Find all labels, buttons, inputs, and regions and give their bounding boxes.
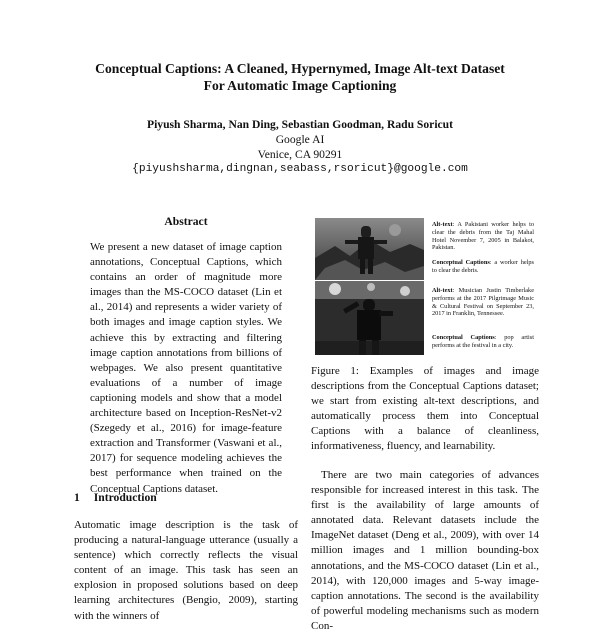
figure-alt-text-2	[432, 287, 534, 318]
abstract-text: We present a new dataset of image caption annotations, Conceptual Captions, which contains an order of magnitude more images than the MS-COCO dataset (Lin et al., 2014) and represents a wider variety of both images and image caption styles. We achieve this by extracting and filtering image caption annotations from billions of webpages. We also present quantitative evaluations of a number of image captioning models and show that a model architecture based on Inception-ResNet-v2 (Szegedy et al., 2016) for image-feature extraction and Transformer (Vaswani et al., 2017) for sequence modeling achieves the best performance when trained on the Conceptual Captions dataset.	[90, 241, 282, 495]
conceptual-caption-label: Conceptual Captions	[432, 259, 490, 266]
figure-caption: Figure 1: Examples of images and image descriptions from the Conceptual Captions dataset; we start from existing alt-text descriptions, and automatically process them into Conceptual Captions with a balance of cleanliness, informativeness, fluency, and learnability.	[311, 365, 539, 453]
author-names: Piyush Sharma, Nan Ding, Sebastian Goodman, Radu Soricut	[146, 118, 453, 131]
paper-title-line-2: For Automatic Image Captioning	[203, 78, 397, 93]
abstract-heading: Abstract	[164, 215, 208, 228]
musician-photo-image	[315, 281, 424, 355]
figure-conceptual-caption-2	[432, 334, 534, 350]
right-column-text: There are two main categories of advances responsible for increased interest in this task. The first is the availability of large amounts of annotated data. Relevant datasets include the ImageNet dataset (Deng et al., 2009), with over 14 million images and 1 million bounding-box annotations, and the MS-COCO dataset (Lin et al., 2014), with 120,000 images and 5-way image-caption annotations. The second is the availability of powerful modeling mechanisms such as modern Con-	[311, 469, 539, 632]
worker-photo-image	[315, 218, 424, 280]
affiliation: Google AI	[275, 133, 325, 146]
figure-photo-musician	[315, 281, 424, 355]
author-block	[40, 117, 560, 177]
figure-conceptual-caption-1	[432, 259, 534, 275]
introduction-heading	[74, 491, 157, 504]
alt-text-label: Alt-text	[432, 221, 453, 228]
section-number: 1	[74, 491, 80, 504]
author-emails: {piyushsharma,dingnan,seabass,rsoricut}@google.com	[132, 163, 468, 175]
introduction-text: Automatic image description is the task of producing a natural-language utterance (usually a sentence) which correctly reflects the visual content of an image. This task has seen an explosion in proposed solutions based on deep learning architectures (Bengio, 2009), starting with the winners of	[74, 519, 298, 622]
conceptual-caption-value: : pop artist performs at the festival in a city.	[432, 334, 535, 349]
alt-text-value: : A Pakistani worker helps to clear the debris from the Taj Mahal Hotel November 7, 2005 in Balakot, Pakistan.	[432, 221, 534, 252]
paper-title	[40, 60, 560, 94]
conceptual-caption-value: : a worker helps to clear the debris.	[432, 259, 534, 274]
figure-alt-text-1	[432, 221, 534, 252]
alt-text-value: : Musician Justin Timberlake performs at the 2017 Pilgrimage Music & Cultural Festival on September 23, 2017 in Franklin, Tennessee.	[432, 287, 534, 318]
alt-text-label: Alt-text	[432, 287, 453, 294]
paper-title-line-1: Conceptual Captions: A Cleaned, Hypernymed, Image Alt-text Dataset	[95, 61, 505, 76]
location: Venice, CA 90291	[257, 148, 343, 161]
conceptual-caption-label: Conceptual Captions	[432, 334, 495, 341]
section-title: Introduction	[93, 491, 157, 504]
figure-photo-worker	[315, 218, 424, 280]
